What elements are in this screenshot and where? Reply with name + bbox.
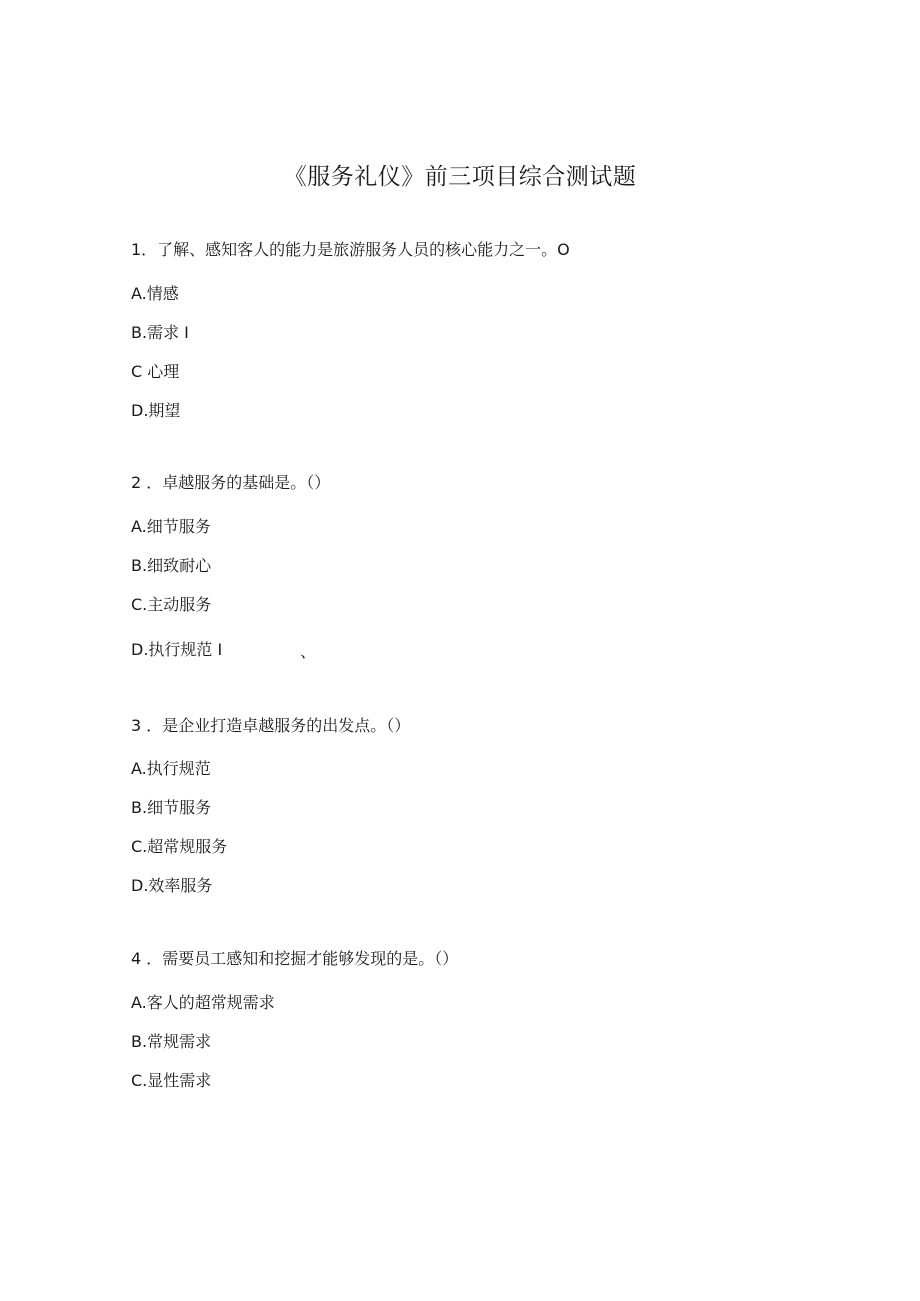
question-3-option-b: B.细节服务 (131, 798, 212, 817)
document-title: 《服务礼仪》前三项目综合测试题 (283, 164, 637, 190)
question-4-text: 4 ．需要员工感知和挖掘才能够发现的是。（） (131, 949, 459, 968)
question-3-option-d: D.效率服务 (131, 876, 213, 895)
stray-mark: 、 (300, 642, 317, 661)
question-3-option-a: A.执行规范 (131, 759, 211, 778)
question-4-option-c: C.显性需求 (131, 1071, 212, 1090)
question-2-option-a: A.细节服务 (131, 517, 211, 536)
question-1-text: 1．了解、感知客人的能力是旅游服务人员的核心能力之一。O (131, 240, 570, 259)
question-2-option-d: D.执行规范 I (131, 640, 223, 659)
question-1-option-a: A.情感 (131, 284, 179, 303)
question-2-option-b: B.细致耐心 (131, 556, 212, 575)
question-4-option-b: B.常规需求 (131, 1032, 212, 1051)
question-2-option-c: C.主动服务 (131, 595, 212, 614)
question-2-text: 2 ．卓越服务的基础是。（） (131, 473, 331, 492)
question-1-option-d: D.期望 (131, 401, 181, 420)
question-4-option-a: A.客人的超常规需求 (131, 993, 275, 1012)
question-3-option-c: C.超常规服务 (131, 837, 228, 856)
question-1-option-b: B.需求 I (131, 323, 189, 342)
question-1-option-c: C 心理 (131, 362, 180, 381)
question-3-text: 3 ．是企业打造卓越服务的出发点。（） (131, 716, 411, 735)
